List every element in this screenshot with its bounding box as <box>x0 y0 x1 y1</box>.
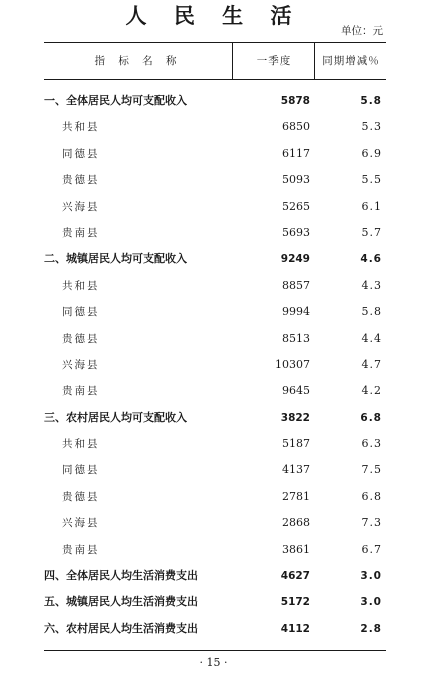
table-row-county <box>44 273 386 299</box>
row-first-quarter-value: 5693 <box>282 225 310 239</box>
row-name: 二、城镇居民人均可支配收入 <box>44 252 187 266</box>
row-first-quarter-value: 9645 <box>282 384 310 398</box>
row-name: 六、农村居民人均生活消费支出 <box>44 621 198 635</box>
row-name: 同德县 <box>62 306 100 319</box>
row-name: 共和县 <box>62 121 100 134</box>
statistics-table <box>44 42 386 642</box>
row-yoy-change-value: 5.7 <box>361 225 382 239</box>
table-body <box>44 80 386 642</box>
row-name: 贵南县 <box>62 543 100 556</box>
table-row-county <box>44 378 386 404</box>
row-first-quarter-value: 5187 <box>282 437 310 451</box>
row-first-quarter-value: 8857 <box>282 278 310 292</box>
table-row-county <box>44 114 386 140</box>
row-yoy-change-value: 6.8 <box>361 489 382 503</box>
table-row-county <box>44 457 386 483</box>
row-name: 兴海县 <box>62 200 100 213</box>
row-name: 贵南县 <box>62 385 100 398</box>
table-row-county <box>44 352 386 378</box>
row-name: 三、农村居民人均可支配收入 <box>44 410 187 424</box>
table-header <box>44 43 386 80</box>
row-name: 兴海县 <box>62 358 100 371</box>
bottom-rule <box>44 650 386 651</box>
row-first-quarter-value: 4112 <box>280 622 310 635</box>
row-first-quarter-value: 6850 <box>282 120 310 134</box>
table-row-category <box>44 616 386 642</box>
table-row-county <box>44 167 386 193</box>
table-row-category <box>44 405 386 431</box>
row-name: 贵德县 <box>62 174 100 187</box>
table-row-county <box>44 326 386 352</box>
row-first-quarter-value: 10307 <box>275 357 310 371</box>
row-name: 同德县 <box>62 147 100 160</box>
row-first-quarter-value: 6117 <box>282 146 310 160</box>
row-yoy-change-value: 6.3 <box>361 437 382 451</box>
row-name: 同德县 <box>62 464 100 477</box>
row-first-quarter-value: 9994 <box>282 305 310 319</box>
table-row-category <box>44 88 386 114</box>
row-yoy-change-value: 6.7 <box>361 542 382 556</box>
row-name: 贵德县 <box>62 490 100 503</box>
table-row-category <box>44 589 386 615</box>
row-yoy-change-value: 6.9 <box>361 146 382 160</box>
row-name: 四、全体居民人均生活消费支出 <box>44 569 198 583</box>
row-first-quarter-value: 2868 <box>282 516 310 530</box>
row-first-quarter-value: 5172 <box>280 596 310 609</box>
row-yoy-change-value: 6.8 <box>360 411 382 424</box>
row-yoy-change-value: 6.1 <box>361 199 382 213</box>
header-yoy-change: 同期增减％ <box>314 43 387 79</box>
table-row-county <box>44 510 386 536</box>
row-yoy-change-value: 2.8 <box>360 622 382 635</box>
table-row-category <box>44 246 386 272</box>
row-yoy-change-value: 5.3 <box>361 120 382 134</box>
table-row-category <box>44 563 386 589</box>
table-row-county <box>44 220 386 246</box>
row-name: 兴海县 <box>62 517 100 530</box>
table-row-county <box>44 484 386 510</box>
table-row-county <box>44 194 386 220</box>
row-yoy-change-value: 7.3 <box>361 516 382 530</box>
row-first-quarter-value: 3861 <box>282 542 310 556</box>
row-name: 五、城镇居民人均生活消费支出 <box>44 595 198 609</box>
row-name: 共和县 <box>62 438 100 451</box>
page-title: 人 民 生 活 <box>125 3 302 28</box>
row-first-quarter-value: 5093 <box>282 173 310 187</box>
row-name: 贵南县 <box>62 226 100 239</box>
table-row-county <box>44 537 386 563</box>
header-indicator-name: 指 标 名 称 <box>94 55 182 67</box>
row-first-quarter-value: 3822 <box>280 411 310 424</box>
table-row-county <box>44 141 386 167</box>
row-yoy-change-value: 3.0 <box>360 570 382 583</box>
header-first-quarter: 一季度 <box>232 43 315 79</box>
row-yoy-change-value: 7.5 <box>361 463 382 477</box>
row-first-quarter-value: 4137 <box>282 463 310 477</box>
row-yoy-change-value: 5.5 <box>361 173 382 187</box>
table-row-county <box>44 299 386 325</box>
row-yoy-change-value: 4.7 <box>361 357 382 371</box>
row-yoy-change-value: 5.8 <box>361 305 382 319</box>
row-first-quarter-value: 9249 <box>280 253 310 266</box>
row-first-quarter-value: 5878 <box>280 95 310 107</box>
row-name: 贵德县 <box>62 332 100 345</box>
row-yoy-change-value: 3.0 <box>360 596 382 609</box>
row-yoy-change-value: 4.4 <box>361 331 382 345</box>
row-first-quarter-value: 8513 <box>282 331 310 345</box>
row-yoy-change-value: 4.6 <box>360 253 382 266</box>
unit-label: 单位：元 <box>341 25 383 37</box>
row-name: 一、全体居民人均可支配收入 <box>44 94 187 107</box>
row-yoy-change-value: 4.2 <box>361 384 382 398</box>
row-name: 共和县 <box>62 279 100 292</box>
table-row-county <box>44 431 386 457</box>
row-first-quarter-value: 2781 <box>282 489 310 503</box>
row-yoy-change-value: 5.8 <box>360 95 382 107</box>
row-first-quarter-value: 5265 <box>282 199 310 213</box>
page-number: · 15 · <box>199 656 228 669</box>
row-yoy-change-value: 4.3 <box>361 278 382 292</box>
row-first-quarter-value: 4627 <box>280 570 310 583</box>
